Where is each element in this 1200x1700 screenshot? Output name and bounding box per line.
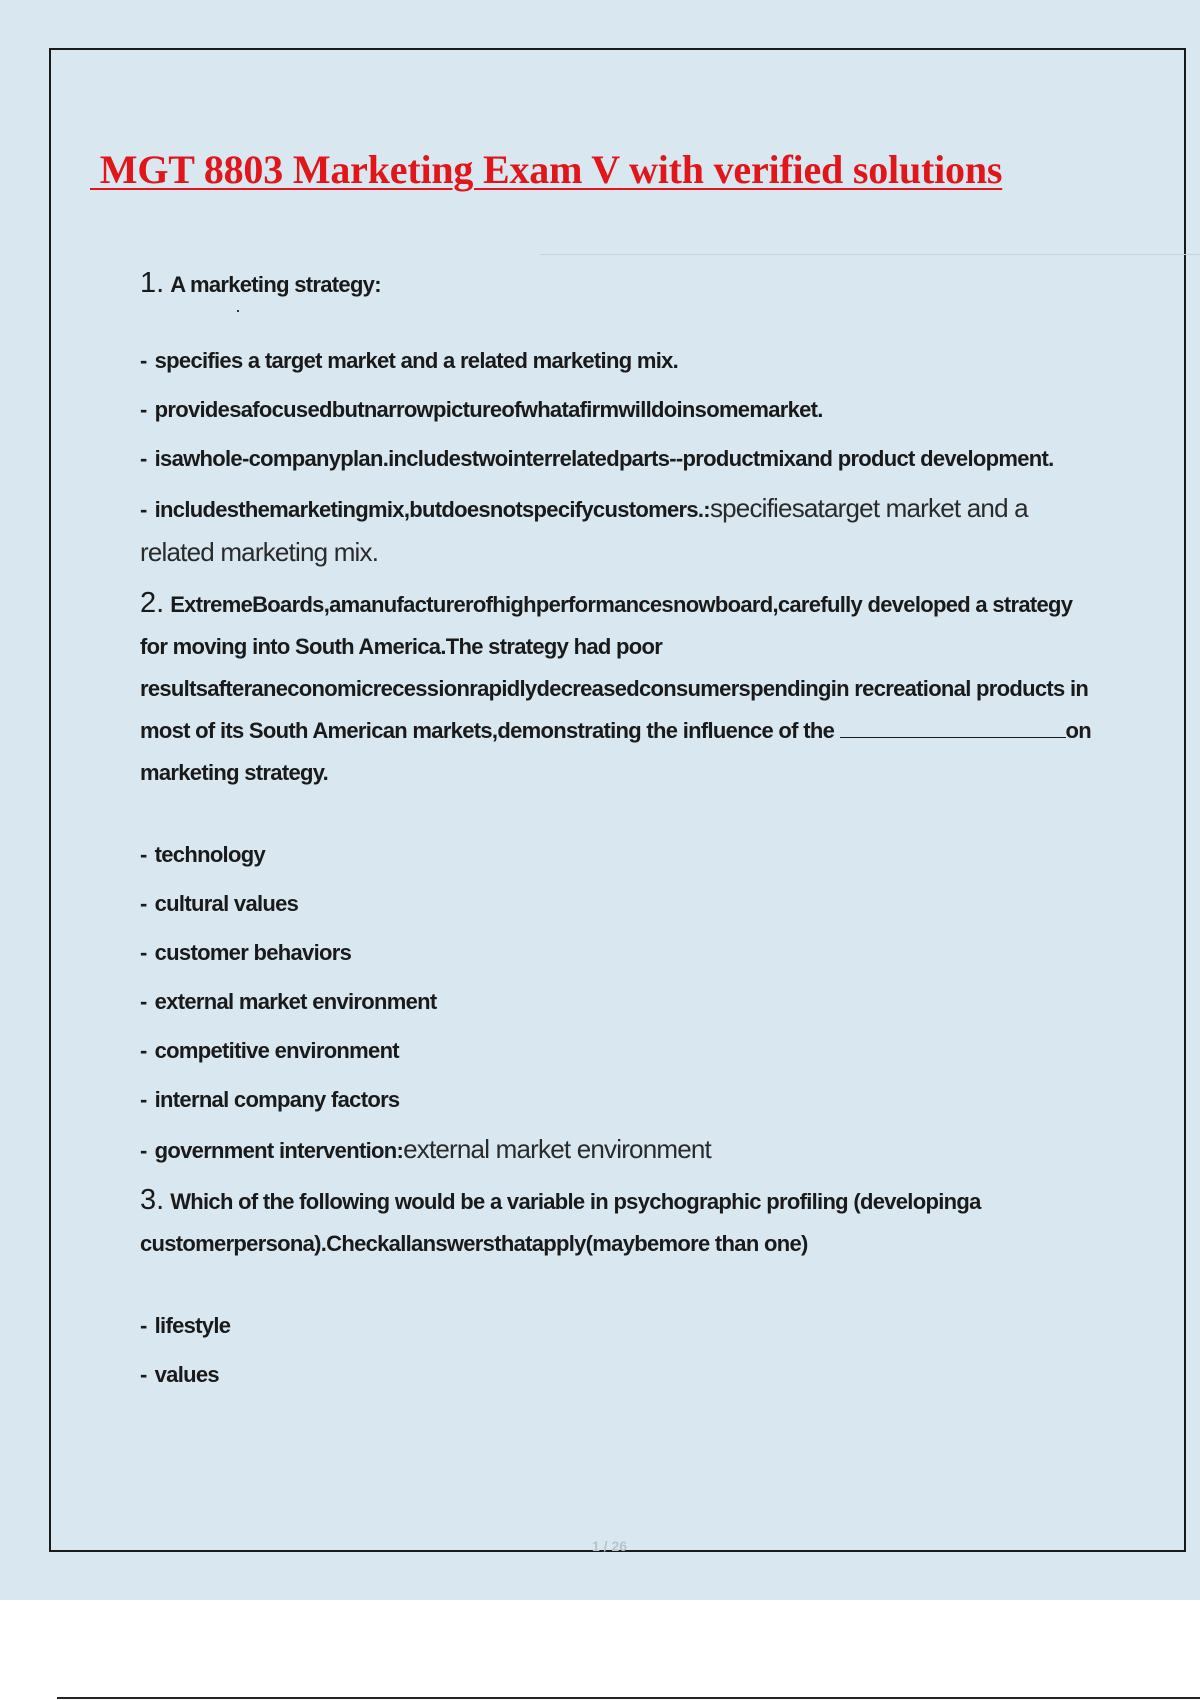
option: - values (140, 1362, 219, 1387)
question-2 (140, 582, 1100, 794)
option: - specifies a target market and a related marketing mix. (140, 348, 679, 373)
option: - external market environment (140, 989, 437, 1014)
question-text: ExtremeBoards,amanufacturerofhighperformancesnowboard,carefully developed a strategy for moving into South America.The strategy had poor resultsafteraneconomicrecessionrapidlydecreasedconsumerspendingin recreational products in most of its South American markets,demonstrating the influence of the (140, 592, 1089, 743)
question-number: 2. (140, 587, 165, 619)
question-1 (140, 262, 1100, 306)
option-with-answer: - includesthemarketingmix,butdoesnotspecifycustomers.:specifiesatarget market and a related marketing mix. (140, 493, 1028, 567)
option: - isawhole-companyplan.includestwointerrelatedparts--productmixand product development. (140, 446, 1054, 471)
option: - cultural values (140, 891, 299, 916)
question-text: Which of the following would be a variable in psychographic profiling (developinga customerpersona).Checkallanswersthatapply(maybemore than one) (140, 1189, 981, 1256)
bottom-divider (57, 1697, 1200, 1699)
divider-line (540, 254, 1200, 255)
option: - competitive environment (140, 1038, 399, 1063)
question-number: 3. (140, 1184, 165, 1216)
option: - lifestyle (140, 1313, 231, 1338)
question-number: 1. (140, 267, 165, 299)
option-with-answer: - government intervention:external market environment (140, 1134, 711, 1164)
option: - providesafocusedbutnarrowpictureofwhatafirmwilldoinsomemarket. (140, 397, 823, 422)
option: - customer behaviors (140, 940, 352, 965)
page-number: 1 / 26 (592, 1538, 628, 1554)
question-3 (140, 1179, 1100, 1265)
document-title: MGT 8803 Marketing Exam V with verified solutions (90, 147, 1003, 192)
option: - internal company factors (140, 1087, 400, 1112)
question-text-end: on marketing strategy. (140, 718, 1092, 785)
fill-in-blank (840, 717, 1066, 738)
answer-text: specifiesatarget market and a related marketing mix. (140, 493, 1028, 567)
question-text: A marketing strategy: (170, 272, 381, 297)
option: - technology (140, 842, 265, 867)
answer-text: external market environment (403, 1134, 711, 1164)
exam-content (140, 262, 1100, 1403)
